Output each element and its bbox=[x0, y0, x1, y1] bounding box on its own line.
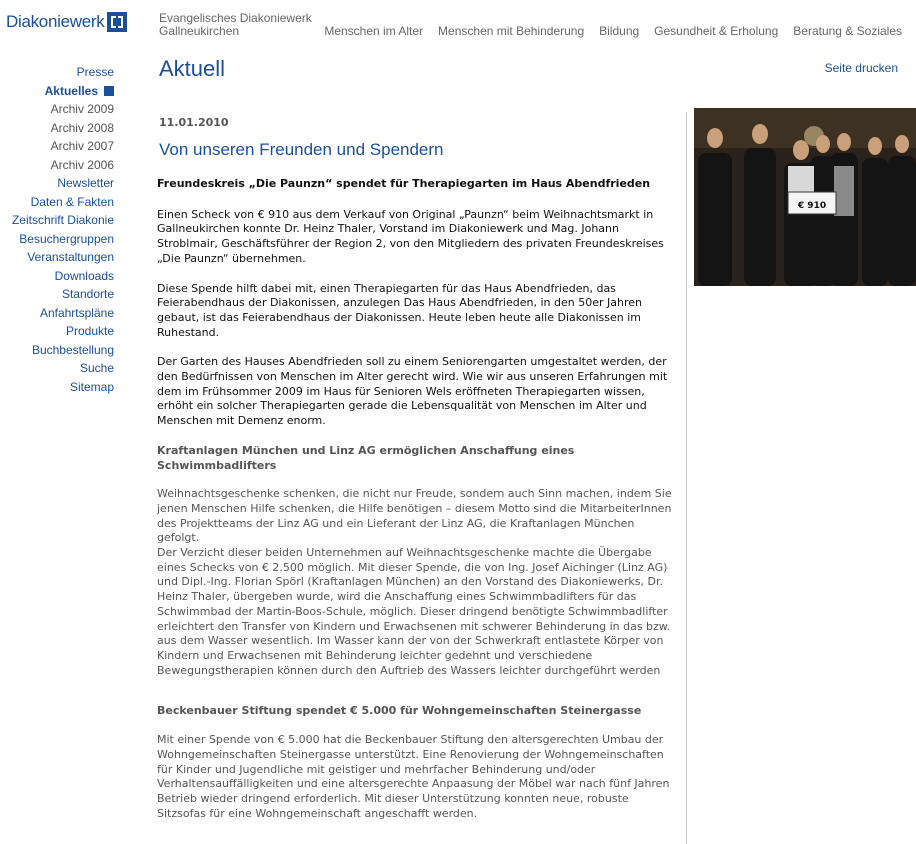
sidebar-item-anfahrtsplaene[interactable]: Anfahrtspläne bbox=[39, 305, 114, 320]
sidebar-item-zeitschrift-diakonie[interactable]: Zeitschrift Diakonie bbox=[11, 213, 114, 227]
top-navigation bbox=[309, 24, 902, 38]
section-heading: Beckenbauer Stiftung spendet € 5.000 für Wohngemeinschaften Steinergasse bbox=[157, 704, 642, 718]
organization-name bbox=[159, 12, 312, 38]
section-paragraph: Diese Spende hilft dabei mit, einen Therapiegarten für das Haus Abendfrieden, das Feierabendhaus der Diakonissen, anzulegen Das Haus Abendfrieden, in den 50er Jahren gebaut, ist das Feierabendhaus der Diakonissen. Heute leben heute alle Diakonissen im Ruhestand. bbox=[157, 281, 642, 339]
article-section-beckenbauer bbox=[157, 704, 677, 821]
news-photo bbox=[694, 108, 916, 286]
sidebar-item-archiv-2006[interactable]: Archiv 2006 bbox=[50, 157, 114, 172]
sidebar-item-presse[interactable]: Presse bbox=[76, 65, 114, 79]
article-headline: Von unseren Freunden und Spendern bbox=[159, 140, 444, 159]
sidebar-item-archiv-2009[interactable]: Archiv 2009 bbox=[50, 102, 114, 116]
section-heading: Kraftanlagen München und Linz AG ermöglichen Anschaffung eines Schwimmbadlifters bbox=[157, 443, 575, 472]
sidebar-item-sitemap[interactable]: Sitemap bbox=[69, 379, 114, 394]
group-photo-illustration bbox=[694, 108, 916, 286]
org-line-2: Gallneukirchen bbox=[159, 24, 240, 38]
sidebar-item-daten-fakten[interactable]: Daten & Fakten bbox=[30, 194, 114, 209]
sidebar-item-aktuelles[interactable] bbox=[12, 82, 114, 101]
sidebar-item-produkte[interactable]: Produkte bbox=[65, 324, 114, 338]
logo-text: Diakoniewerk bbox=[6, 12, 105, 31]
topnav-menschen-im-alter[interactable]: Menschen im Alter bbox=[324, 24, 424, 38]
sidebar-navigation bbox=[12, 63, 114, 396]
section-heading: Freundeskreis „Die Paunzn“ spendet für Therapiegarten im Haus Abendfrieden bbox=[157, 177, 651, 190]
sidebar-item-downloads[interactable]: Downloads bbox=[54, 268, 114, 283]
sidebar-item-archiv-2007[interactable]: Archiv 2007 bbox=[50, 139, 114, 153]
topnav-menschen-mit-behinderung[interactable]: Menschen mit Behinderung bbox=[438, 24, 585, 38]
sidebar-item-suche[interactable]: Suche bbox=[79, 361, 114, 375]
topnav-gesundheit-erholung[interactable]: Gesundheit & Erholung bbox=[654, 24, 779, 38]
active-marker-icon bbox=[104, 86, 114, 96]
article-section-schwimmbadlifter bbox=[157, 444, 677, 679]
sidebar-item-veranstaltungen[interactable]: Veranstaltungen bbox=[27, 250, 114, 264]
section-paragraph: Einen Scheck von € 910 aus dem Verkauf von Original „Paunzn“ beim Weihnachtsmarkt in Gallneukirchen konnte Dr. Heinz Thaler, Vorstand im Diakoniewerk und Mag. Johann Stroblmair, Geschäftsführer der Region 2, von den Mitgliedern des privaten Freundeskreises „Die Paunzn“ übernehmen. bbox=[157, 207, 664, 265]
print-page-link[interactable]: Seite drucken bbox=[824, 61, 898, 75]
section-paragraph: Weihnachtsgeschenke schenken, die nicht nur Freude, sondern auch Sinn machen, indem Sie jenen Menschen Hilfe schenken, die Hilfe benötigen – diesem Motto sind die MitarbeiterInnen des Projektteams der Linz AG und ein Lieferant der Linz AG, die Kraftanlagen München gefolgt. bbox=[157, 487, 672, 545]
sidebar-item-besuchergruppen[interactable]: Besuchergruppen bbox=[19, 231, 114, 246]
donation-check-icon bbox=[788, 192, 836, 214]
sidebar-item-archiv-2008[interactable]: Archiv 2008 bbox=[50, 120, 114, 135]
section-paragraph: Der Verzicht dieser beiden Unternehmen auf Weihnachtsgeschenke machte die Übergabe eines Schecks von € 2.500 möglich. Mit dieser Spende, die von Ing. Josef Aichinger (Linz AG) und Dipl.-Ing. Florian Spörl (Kraftanlagen München) an den Vorstand des Diakoniewerks, Dr. Heinz Thaler, übergeben wurde, wird die Anschaffung eines Schwimmbadlifters für das Schwimmbad der Martin-Boos-Schule, möglich. Dieser dringend benötigte Schwimmbadlifter erleichtert den Transfer von Kindern und Erwachsenen mit schwerer Behinderung in das bzw. aus dem Wasser wesentlich. Im Wasser kann der von der Schwerkraft entlastete Körper von Kindern und Erwachsenen mit Behinderung leichter gedehnt und verschiedene Bewegungstherapien können durch den Auftrieb des Wassers leichter durchgeführt werden bbox=[157, 546, 671, 677]
sidebar-item-newsletter[interactable]: Newsletter bbox=[57, 176, 114, 190]
page-title: Aktuell bbox=[159, 56, 226, 81]
section-paragraph: Mit einer Spende von € 5.000 hat die Beckenbauer Stiftung den altersgerechten Umbau der Wohngemeinschaften Steinergasse unterstützt. Eine Renovierung der Wohngemeinschaften für Kinder und Jugendliche mit geistiger und mehrfacher Behinderung und/oder Verhaltensauffälligkeiten und eine altersgerechte Anpaasung der Möbel war nach fünf Jahren Betrieb wieder dringend erforderlich. Mit dieser Unterstützung konnten neue, robuste Sitzsofas für eine Wohngemeinschaft angeschafft werden. bbox=[157, 733, 670, 820]
sidebar-item-label: Aktuelles bbox=[44, 83, 98, 98]
org-line-1: Evangelisches Diakoniewerk bbox=[159, 11, 312, 25]
article-date: 11.01.2010 bbox=[159, 116, 229, 129]
sidebar-item-standorte[interactable]: Standorte bbox=[61, 287, 114, 301]
column-divider bbox=[686, 112, 687, 844]
logo-mark-icon bbox=[107, 12, 127, 32]
article-section-paunzn bbox=[157, 177, 677, 429]
topnav-beratung-soziales[interactable]: Beratung & Soziales bbox=[793, 24, 902, 38]
sidebar-item-buchbestellung[interactable]: Buchbestellung bbox=[31, 342, 114, 357]
article-content bbox=[157, 177, 677, 821]
section-paragraph: Der Garten des Hauses Abendfrieden soll zu einem Seniorengarten umgestaltet werden, der den Bedürfnissen von Menschen im Alter gerecht wird. Wie wir aus unseren Erfahrungen mit dem im Frühsommer 2009 im Haus für Senioren Wels eröffneten Therapiegarten wissen, erhöht ein solcher Therapiegarten gerade die Lebensqualität von Menschen im Alter und Menschen mit Demenz enorm. bbox=[157, 355, 668, 428]
logo[interactable] bbox=[6, 12, 127, 32]
check-amount: € 910 bbox=[797, 201, 827, 211]
topnav-bildung[interactable]: Bildung bbox=[599, 24, 640, 38]
